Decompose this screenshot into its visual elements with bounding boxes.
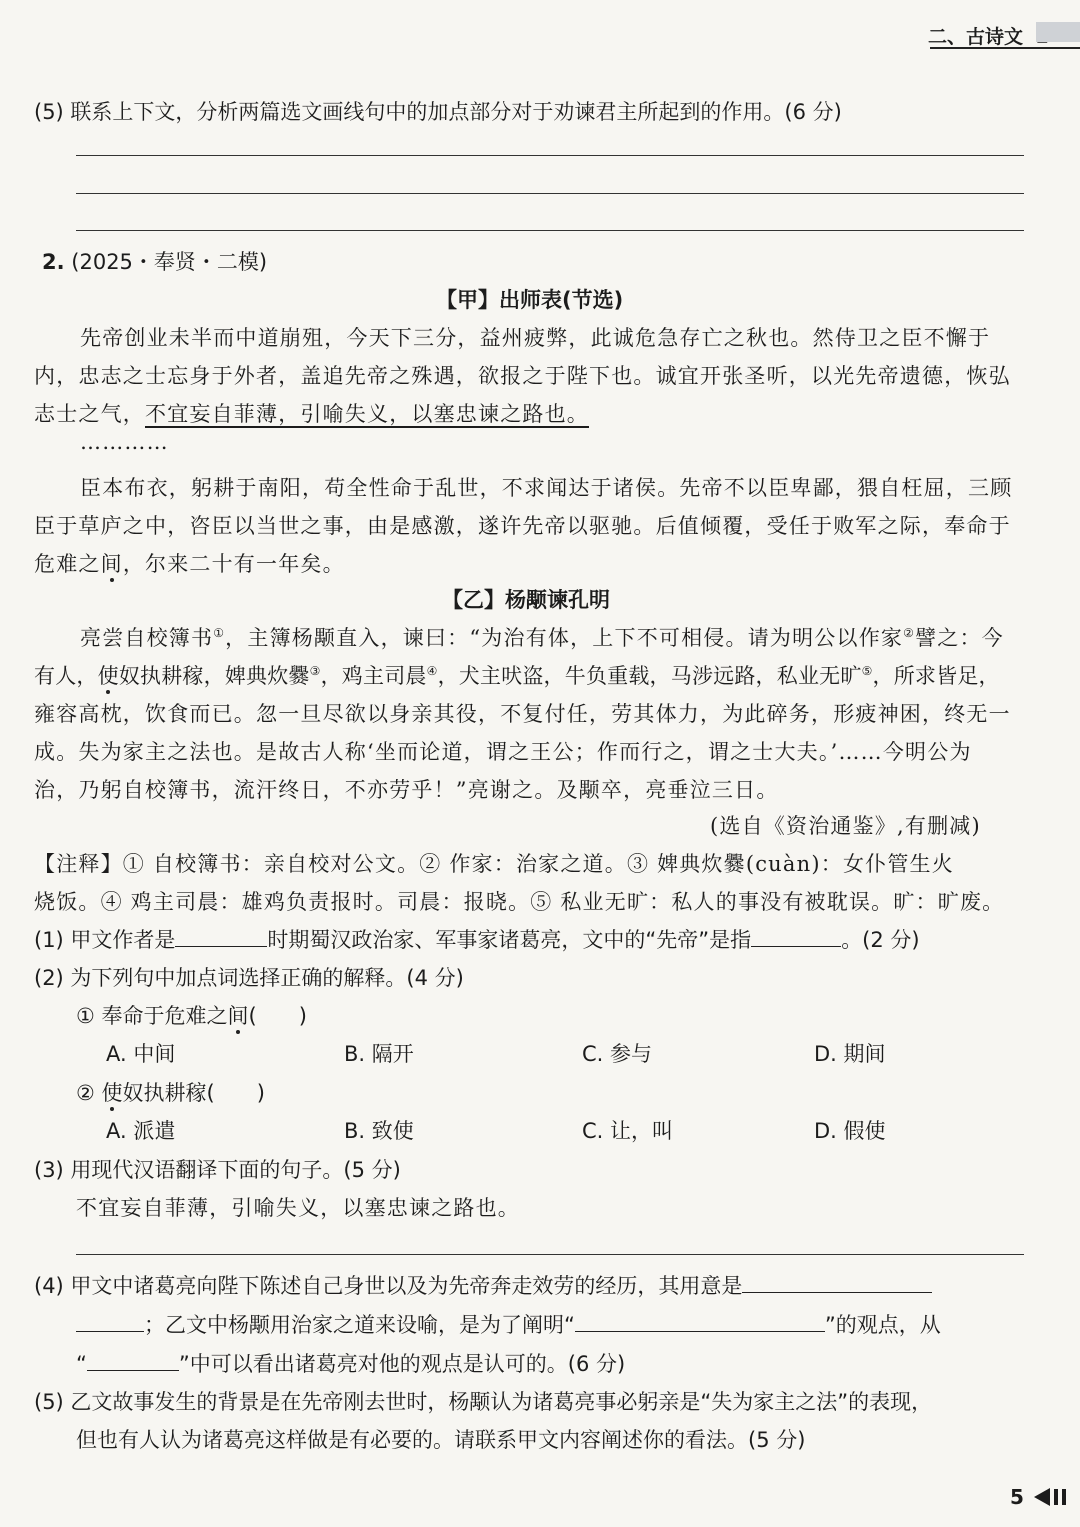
header-rule (930, 47, 1080, 49)
jia-p2-line3-start: 危难之 (34, 552, 101, 576)
answer-line[interactable] (76, 1254, 1024, 1255)
jia-p2-line2: 臣于草庐之中，咨臣以当世之事，由是感激，遂许先帝以驱驰。后值倾覆，受任于败军之际，奉命于 (34, 514, 1011, 538)
subquestion-3: (3) 用现代汉语翻译下面的句子。(5 分) (34, 1158, 401, 1182)
choice-bracket[interactable]: ( ) (248, 1004, 307, 1028)
yi-line2 (34, 660, 1000, 690)
yi-line1-c: 譬之：今 (915, 626, 1004, 650)
dotted-word: 使 (101, 1081, 123, 1105)
note-ref: ④ (426, 664, 438, 678)
note-ref: ③ (309, 664, 321, 678)
yi-line1 (80, 622, 1004, 652)
subquestion-4-line2 (76, 1309, 941, 1339)
jia-p1-line2: 内，忠志之士忘身于外者，盖追先帝之殊遇，欲报之于陛下也。诚宜开张圣听，以光先帝遗德，恢弘 (34, 364, 1011, 388)
dotted-word: 使 (97, 664, 119, 688)
yi-line4: 成。失为家主之法也。是故古人称‘坐而论道，谓之王公；作而行之，谓之士大夫。’……今明公为 (34, 740, 972, 764)
subquestion-1 (34, 924, 920, 954)
answer-blank[interactable] (175, 928, 267, 947)
subquestion-5-line1: (5) 乙文故事发生的背景是在先帝刚去世时，杨颙认为诸葛亮事必躬亲是“失为家主之法”的表现， (34, 1390, 933, 1414)
jia-p2-line3-end: ，尔来二十有一年矣。 (122, 552, 345, 576)
yi-line2-d: ，犬主吠盗，牛负重载，马涉远路，私业无旷 (437, 664, 862, 688)
yi-line2-e: ，所求皆足， (872, 664, 1000, 688)
jia-p2-line3 (34, 548, 345, 578)
sub4-text-3: ”中可以看出诸葛亮对他的观点是认可的。(6 分) (178, 1352, 626, 1376)
sub2-item2-num: ② (76, 1081, 102, 1105)
notes-line1: 【注释】① 自校簿书：亲自校对公文。② 作家：治家之道。③ 婢典炊爨(cuàn)：女仆管生火 (34, 852, 954, 876)
yi-line2-c: ，鸡主司晨 (320, 664, 427, 688)
sub4-text-2b: ”的观点，从 (824, 1313, 941, 1337)
answer-blank[interactable] (742, 1274, 932, 1293)
sub2-item2-text[interactable]: 奴执耕稼( ) (122, 1081, 265, 1105)
subquestion-4-line3 (76, 1348, 625, 1378)
question-number: 2. (42, 250, 65, 274)
option-d[interactable]: D. 假使 (814, 1119, 886, 1143)
yi-line2-b: 奴执耕稼，婢典炊爨 (118, 664, 310, 688)
section-title: 二、古诗文 (928, 26, 1024, 48)
sub2-item2 (76, 1077, 265, 1107)
subquestion-5-line2: 但也有人认为诸葛亮这样做是有必要的。请联系甲文内容阐述你的看法。(5 分) (76, 1428, 806, 1452)
sub1-text-a: (1) 甲文作者是 (34, 928, 176, 952)
translate-sentence: 不宜妄自菲薄，引喻失义，以塞忠谏之路也。 (76, 1196, 520, 1220)
yi-line5: 治，乃躬自校簿书，流汗终日，不亦劳乎！”亮谢之。及颙卒，亮垂泣三日。 (34, 778, 779, 802)
subquestion-4-line1 (34, 1270, 932, 1300)
sub2-item1-text: ① 奉命于危难之 (76, 1004, 228, 1028)
option-b[interactable]: B. 隔开 (344, 1042, 414, 1066)
yi-line1-a: 亮尝自校簿书 (80, 626, 214, 650)
notes-line2: 烧饭。④ 鸡主司晨：雄鸡负责报时。司晨：报晓。⑤ 私业无旷：私人的事没有被耽误。旷：旷废。 (34, 890, 1005, 914)
answer-line[interactable] (76, 193, 1024, 194)
answer-blank[interactable] (751, 928, 841, 947)
jia-p1-line3 (34, 398, 589, 428)
jia-p1-line1: 先帝创业未半而中道崩殂，今天下三分，益州疲弊，此诚危急存亡之秋也。然侍卫之臣不懈于 (80, 326, 991, 350)
option-b[interactable]: B. 致使 (344, 1119, 414, 1143)
option-a[interactable]: A. 中间 (106, 1042, 176, 1066)
underlined-sentence: 不宜妄自菲薄，引喻失义，以塞忠谏之路也。 (145, 402, 589, 426)
yi-line1-b: ，主簿杨颙直入，谏曰：“为治有体，上下不可相侵。请为明公以作家 (225, 626, 904, 650)
sub4-text-2a: ；乙文中杨颙用治家之道来设喻，是为了阐明“ (144, 1313, 575, 1337)
header-blur (1036, 22, 1080, 42)
note-ref: ② (903, 626, 916, 640)
answer-blank[interactable] (87, 1352, 179, 1371)
option-c[interactable]: C. 参与 (582, 1042, 653, 1066)
question-2-header (42, 246, 267, 276)
jia-p1-line3-start: 志士之气， (34, 402, 145, 426)
answer-blank[interactable] (575, 1313, 825, 1332)
jia-p2-line1: 臣本布衣，躬耕于南阳，苟全性命于乱世，不求闻达于诸侯。先帝不以臣卑鄙，猥自枉屈，三顾 (80, 476, 1013, 500)
answer-line[interactable] (76, 230, 1024, 231)
page-arrow-icon (1032, 1486, 1072, 1508)
sub4-text-1: (4) 甲文中诸葛亮向陛下陈述自己身世以及为先帝奔走效劳的经历，其用意是 (34, 1274, 743, 1298)
answer-line[interactable] (76, 155, 1024, 156)
option-a[interactable]: A. 派遣 (106, 1119, 176, 1143)
page-number (1010, 1485, 1024, 1509)
option-d[interactable]: D. 期间 (814, 1042, 886, 1066)
subquestion-2: (2) 为下列句中加点词选择正确的解释。(4 分) (34, 966, 464, 990)
dotted-word: 间 (100, 552, 123, 576)
note-ref: ① (213, 626, 226, 640)
ellipsis: ………… (80, 430, 169, 454)
sub2-item1 (76, 1000, 307, 1030)
sub1-text-c: 。(2 分) (841, 928, 920, 952)
section-header (928, 22, 1049, 49)
passage-jia-title: 【甲】出师表(节选) (436, 288, 624, 312)
passage-source: (选自《资治通鉴》,有删减) (710, 814, 981, 838)
sub1-text-b: 时期蜀汉政治家、军事家诸葛亮，文中的“先帝”是指 (267, 928, 752, 952)
answer-blank[interactable] (76, 1313, 144, 1332)
note-ref: ⑤ (861, 664, 873, 678)
passage-yi-title: 【乙】杨颙谏孔明 (442, 588, 610, 612)
dotted-word: 间 (227, 1004, 249, 1028)
option-c[interactable]: C. 让，叫 (582, 1119, 674, 1143)
yi-line3: 雍容高枕，饮食而已。忽一旦尽欲以身亲其役，不复付任，劳其体力，为此碎务，形疲神困，终无一 (34, 702, 1011, 726)
sub4-quote-open: “ (76, 1352, 87, 1376)
question-source: (2025・奉贤・二模) (71, 250, 268, 274)
prev-question-5: (5) 联系上下文，分析两篇选文画线句中的加点部分对于劝谏君主所起到的作用。(6 分) (34, 100, 842, 124)
yi-line2-a: 有人， (34, 664, 98, 688)
page-number-text: 5 (1010, 1485, 1024, 1509)
